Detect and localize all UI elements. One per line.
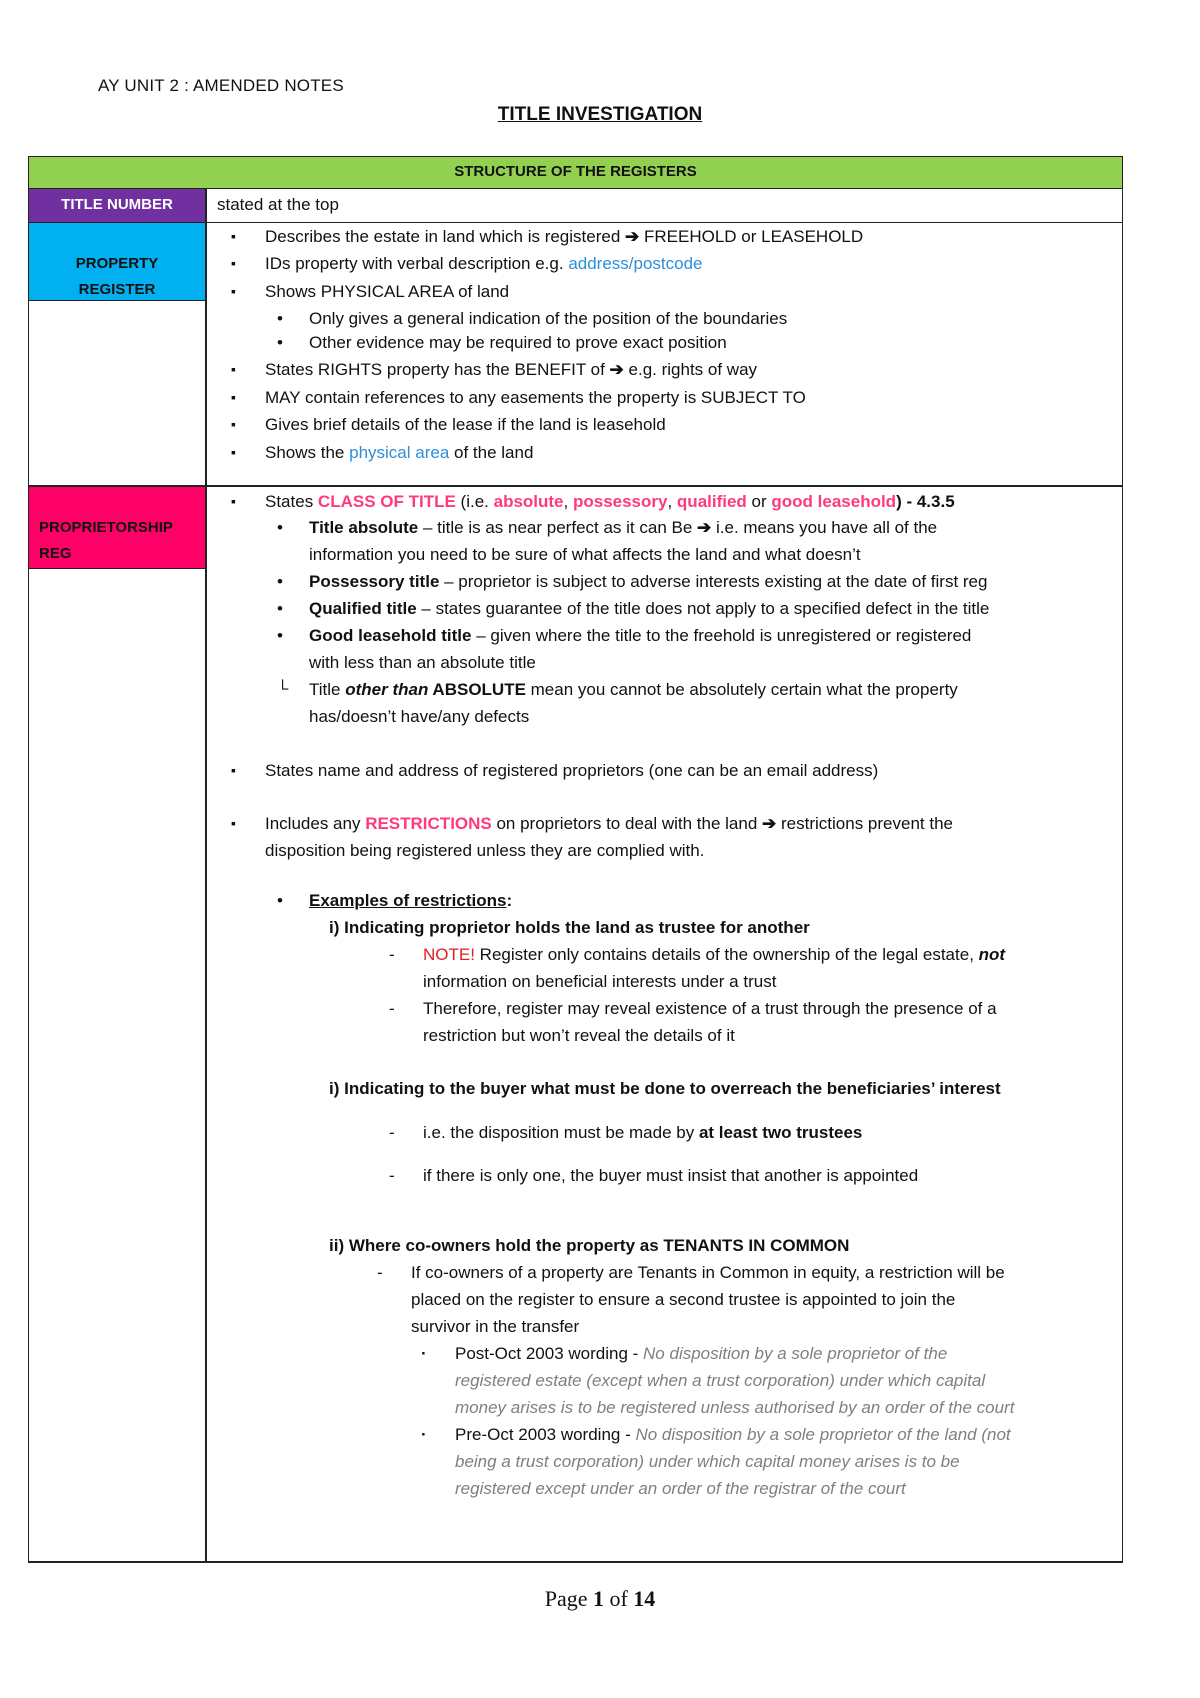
- arrow-icon: ➔: [762, 814, 777, 833]
- list-item: ▪ Describes the estate in land which is registered ➔ FREEHOLD or LEASEHOLD: [265, 223, 863, 250]
- subheading: ii) Where co-owners hold the property as TENANTS IN COMMON: [329, 1236, 850, 1255]
- label-line: REGISTER: [78, 281, 156, 298]
- subheading: i) Indicating to the buyer what must be done to overreach the beneficiaries’ interest: [329, 1079, 1001, 1098]
- list-item: - i.e. the disposition must be made by at least two trustees: [423, 1119, 862, 1146]
- label-line: REG: [39, 545, 72, 562]
- proprietorship-register-label: [29, 487, 205, 569]
- list-item: ▪ States RIGHTS property has the BENEFIT of ➔ e.g. rights of way: [265, 356, 757, 383]
- list-item-continuation: information on beneficial interests under a trust: [423, 972, 777, 991]
- list-item-continuation: restriction but won’t reveal the details of it: [423, 1026, 735, 1045]
- list-item: ▪ MAY contain references to any easements the property is SUBJECT TO: [265, 384, 806, 411]
- list-item-continuation: placed on the register to ensure a second trustee is appointed to join the: [411, 1290, 956, 1309]
- registers-table: [28, 156, 1123, 1563]
- list-item: · Post-Oct 2003 wording - No disposition by a sole proprietor of the: [455, 1340, 947, 1367]
- list-item: • Qualified title – states guarantee of the title does not apply to a specified defect in the title: [309, 595, 989, 622]
- proprietorship-register-row: [28, 487, 1123, 1563]
- list-item: • Possessory title – proprietor is subject to adverse interests existing at the date of first reg: [309, 568, 987, 595]
- list-item-continuation: information you need to be sure of what affects the land and what doesn’t: [309, 545, 861, 564]
- list-item-continuation: registered estate (except when a trust corporation) under which capital: [455, 1371, 986, 1390]
- list-item: • Good leasehold title – given where the title to the freehold is unregistered or registered: [309, 622, 971, 649]
- list-item: - if there is only one, the buyer must insist that another is appointed: [423, 1162, 918, 1189]
- list-item-continuation: disposition being registered unless they are complied with.: [265, 841, 705, 860]
- list-item: • Other evidence may be required to prove exact position: [309, 329, 727, 356]
- property-register-label: [29, 223, 205, 301]
- table-heading: STRUCTURE OF THE REGISTERS: [28, 156, 1123, 189]
- title-number-row: [28, 189, 1123, 223]
- list-item: - Therefore, register may reveal existence of a trust through the presence of a: [423, 995, 997, 1022]
- list-item: · Pre-Oct 2003 wording - No disposition by a sole proprietor of the land (not: [455, 1421, 1011, 1448]
- list-item-continuation: with less than an absolute title: [309, 653, 536, 672]
- title-number-label: TITLE NUMBER: [29, 189, 205, 222]
- page-footer: Page 1 of 14: [544, 1586, 656, 1611]
- label-line: PROPRIETORSHIP: [39, 519, 173, 536]
- subheading: i) Indicating proprietor holds the land as trustee for another: [329, 918, 810, 937]
- list-item: - NOTE! Register only contains details of the ownership of the legal estate, not: [423, 941, 1005, 968]
- list-item: ▪ States CLASS OF TITLE (i.e. absolute, possessory, qualified or good leasehold) - 4.3.5: [265, 488, 955, 515]
- list-item: • Title absolute – title is as near perfect as it can Be ➔ i.e. means you have all of the: [309, 514, 937, 541]
- list-item-continuation: money arises is to be registered unless authorised by an order of the court: [455, 1398, 1015, 1417]
- label-line: PROPERTY: [75, 255, 159, 272]
- list-item: ▪ Shows the physical area of the land: [265, 439, 533, 466]
- proprietorship-register-content: [207, 487, 1122, 1561]
- header-note: AY UNIT 2 : AMENDED NOTES: [98, 76, 344, 95]
- list-item: ▪ States name and address of registered proprietors (one can be an email address): [265, 757, 878, 784]
- arrow-icon: ➔: [625, 227, 640, 246]
- list-item: ▪ IDs property with verbal description e.g. address/postcode: [265, 250, 703, 277]
- page-title: TITLE INVESTIGATION: [497, 104, 703, 125]
- list-item-continuation: registered except under an order of the registrar of the court: [455, 1479, 906, 1498]
- list-item: • Only gives a general indication of the position of the boundaries: [309, 305, 787, 332]
- list-item: ▪ Gives brief details of the lease if the land is leasehold: [265, 411, 666, 438]
- property-register-content: [207, 223, 1122, 485]
- list-item-continuation: being a trust corporation) under which capital money arises is to be: [455, 1452, 960, 1471]
- title-number-value: stated at the top: [217, 195, 339, 214]
- list-item-continuation: survivor in the transfer: [411, 1317, 580, 1336]
- list-item: - If co-owners of a property are Tenants in Common in equity, a restriction will be: [411, 1259, 1005, 1286]
- list-item: └ Title other than ABSOLUTE mean you cannot be absolutely certain what the property: [309, 676, 958, 703]
- list-item: ▪ Includes any RESTRICTIONS on proprietors to deal with the land ➔ restrictions prevent the: [265, 810, 953, 837]
- property-register-row: [28, 223, 1123, 487]
- arrow-icon: ➔: [697, 518, 712, 537]
- list-item: ▪ Shows PHYSICAL AREA of land: [265, 278, 509, 305]
- list-item: • Examples of restrictions:: [309, 887, 512, 914]
- arrow-icon: ➔: [609, 360, 624, 379]
- list-item-continuation: has/doesn’t have/any defects: [309, 707, 530, 726]
